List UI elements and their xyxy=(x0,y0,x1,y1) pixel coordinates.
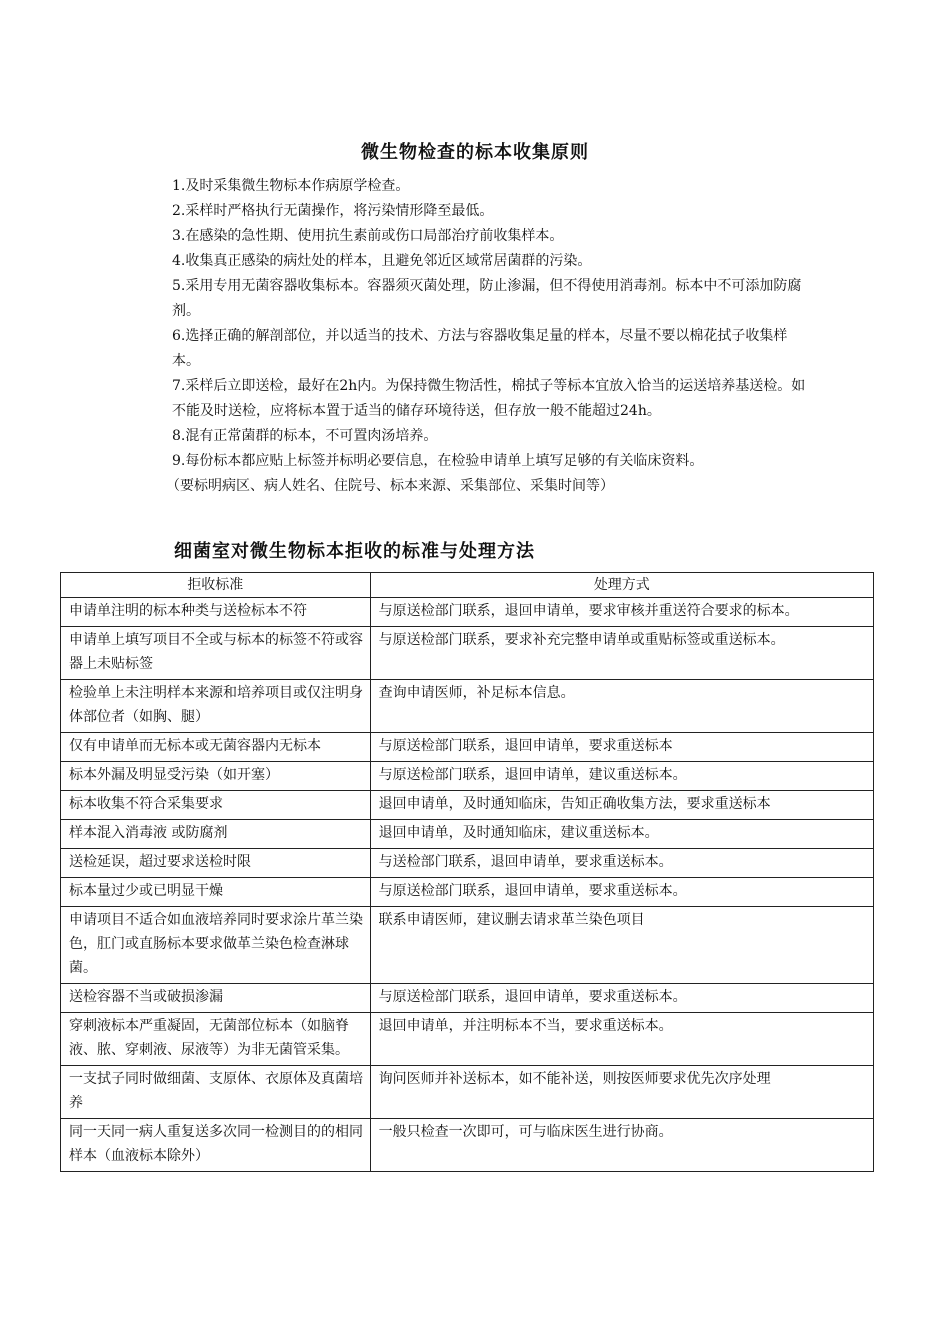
principle-item-6: 6.选择正确的解剖部位，并以适当的技术、方法与容器收集足量的样本，尽量不要以棉花拭子收集样本。 xyxy=(172,328,788,369)
criteria-cell: 仅有申请单而无标本或无菌容器内无标本 xyxy=(61,733,371,762)
principle-item-9: 9.每份标本都应贴上标签并标明必要信息，在检验申请单上填写足够的有关临床资料。 xyxy=(172,453,704,469)
table-row xyxy=(61,1066,874,1119)
table-row xyxy=(61,984,874,1013)
handling-cell: 联系申请医师，建议删去请求革兰染色项目 xyxy=(370,907,873,984)
table-row xyxy=(61,820,874,849)
principle-item-3: 3.在感染的急性期、使用抗生素前或伤口局部治疗前收集样本。 xyxy=(172,228,564,244)
criteria-cell: 申请项目不适合如血液培养同时要求涂片革兰染色，肛门或直肠标本要求做革兰染色检查淋球菌。 xyxy=(61,907,371,984)
criteria-cell: 申请单注明的标本种类与送检标本不符 xyxy=(61,598,371,627)
principle-item-5: 5.采用专用无菌容器收集标本。容器须灭菌处理，防止渗漏，但不得使用消毒剂。标本中不可添加防腐剂。 xyxy=(172,278,802,319)
handling-cell: 退回申请单，及时通知临床，建议重送标本。 xyxy=(370,820,873,849)
table-row xyxy=(61,680,874,733)
handling-cell: 查询申请医师，补足标本信息。 xyxy=(370,680,873,733)
header-handling: 处理方式 xyxy=(370,573,873,598)
header-criteria: 拒收标准 xyxy=(61,573,371,598)
table-row xyxy=(61,733,874,762)
handling-cell: 退回申请单，并注明标本不当，要求重送标本。 xyxy=(370,1013,873,1066)
criteria-cell: 样本混入消毒液 或防腐剂 xyxy=(61,820,371,849)
principle-item-4: 4.收集真正感染的病灶处的样本，且避免邻近区域常居菌群的污染。 xyxy=(172,253,592,269)
table-row xyxy=(61,849,874,878)
principle-item-8: 8.混有正常菌群的标本，不可置肉汤培养。 xyxy=(172,428,438,444)
criteria-cell: 一支拭子同时做细菌、支原体、衣原体及真菌培养 xyxy=(61,1066,371,1119)
handling-cell: 一般只检查一次即可，可与临床医生进行协商。 xyxy=(370,1119,873,1172)
table-row xyxy=(61,1119,874,1172)
table-row xyxy=(61,878,874,907)
section1-title: 微生物检查的标本收集原则 xyxy=(361,142,589,163)
section2-title: 细菌室对微生物标本拒收的标准与处理方法 xyxy=(174,541,535,562)
criteria-cell: 标本外漏及明显受污染（如开塞） xyxy=(61,762,371,791)
criteria-cell: 送检容器不当或破损渗漏 xyxy=(61,984,371,1013)
handling-cell: 与原送检部门联系，退回申请单，要求重送标本。 xyxy=(370,984,873,1013)
criteria-cell: 穿刺液标本严重凝固，无菌部位标本（如脑脊液、脓、穿刺液、尿液等）为非无菌管采集。 xyxy=(61,1013,371,1066)
principle-note: （要标明病区、病人姓名、住院号、标本来源、采集部位、采集时间等） xyxy=(166,478,614,494)
criteria-cell: 标本收集不符合采集要求 xyxy=(61,791,371,820)
principle-item-7: 7.采样后立即送检，最好在2h内。为保持微生物活性，棉拭子等标本宜放入恰当的运送培养基送检。如不能及时送检，应将标本置于适当的储存环境待送，但存放一般不能超过24h。 xyxy=(172,378,806,419)
handling-cell: 与送检部门联系，退回申请单，要求重送标本。 xyxy=(370,849,873,878)
table-row xyxy=(61,627,874,680)
handling-cell: 与原送检部门联系，退回申请单，建议重送标本。 xyxy=(370,762,873,791)
handling-cell: 与原送检部门联系，退回申请单，要求重送标本 xyxy=(370,733,873,762)
criteria-cell: 同一天同一病人重复送多次同一检测目的的相同样本（血液标本除外） xyxy=(61,1119,371,1172)
handling-cell: 与原送检部门联系，退回申请单，要求审核并重送符合要求的标本。 xyxy=(370,598,873,627)
rejection-criteria-table xyxy=(60,572,874,1172)
table-row xyxy=(61,762,874,791)
criteria-cell: 送检延误，超过要求送检时限 xyxy=(61,849,371,878)
table-row xyxy=(61,1013,874,1066)
principle-item-1: 1.及时采集微生物标本作病原学检查。 xyxy=(172,178,410,194)
criteria-cell: 标本量过少或已明显干燥 xyxy=(61,878,371,907)
table-row xyxy=(61,791,874,820)
handling-cell: 询问医师并补送标本，如不能补送，则按医师要求优先次序处理 xyxy=(370,1066,873,1119)
criteria-cell: 申请单上填写项目不全或与标本的标签不符或容器上未贴标签 xyxy=(61,627,371,680)
criteria-cell: 检验单上未注明样本来源和培养项目或仅注明身体部位者（如胸、腿） xyxy=(61,680,371,733)
table-row xyxy=(61,598,874,627)
handling-cell: 退回申请单，及时通知临床，告知正确收集方法，要求重送标本 xyxy=(370,791,873,820)
handling-cell: 与原送检部门联系，要求补充完整申请单或重贴标签或重送标本。 xyxy=(370,627,873,680)
table-header-row xyxy=(61,573,874,598)
principle-item-2: 2.采样时严格执行无菌操作，将污染情形降至最低。 xyxy=(172,203,494,219)
handling-cell: 与原送检部门联系，退回申请单，要求重送标本。 xyxy=(370,878,873,907)
table-row xyxy=(61,907,874,984)
collection-principles-list xyxy=(166,174,812,499)
